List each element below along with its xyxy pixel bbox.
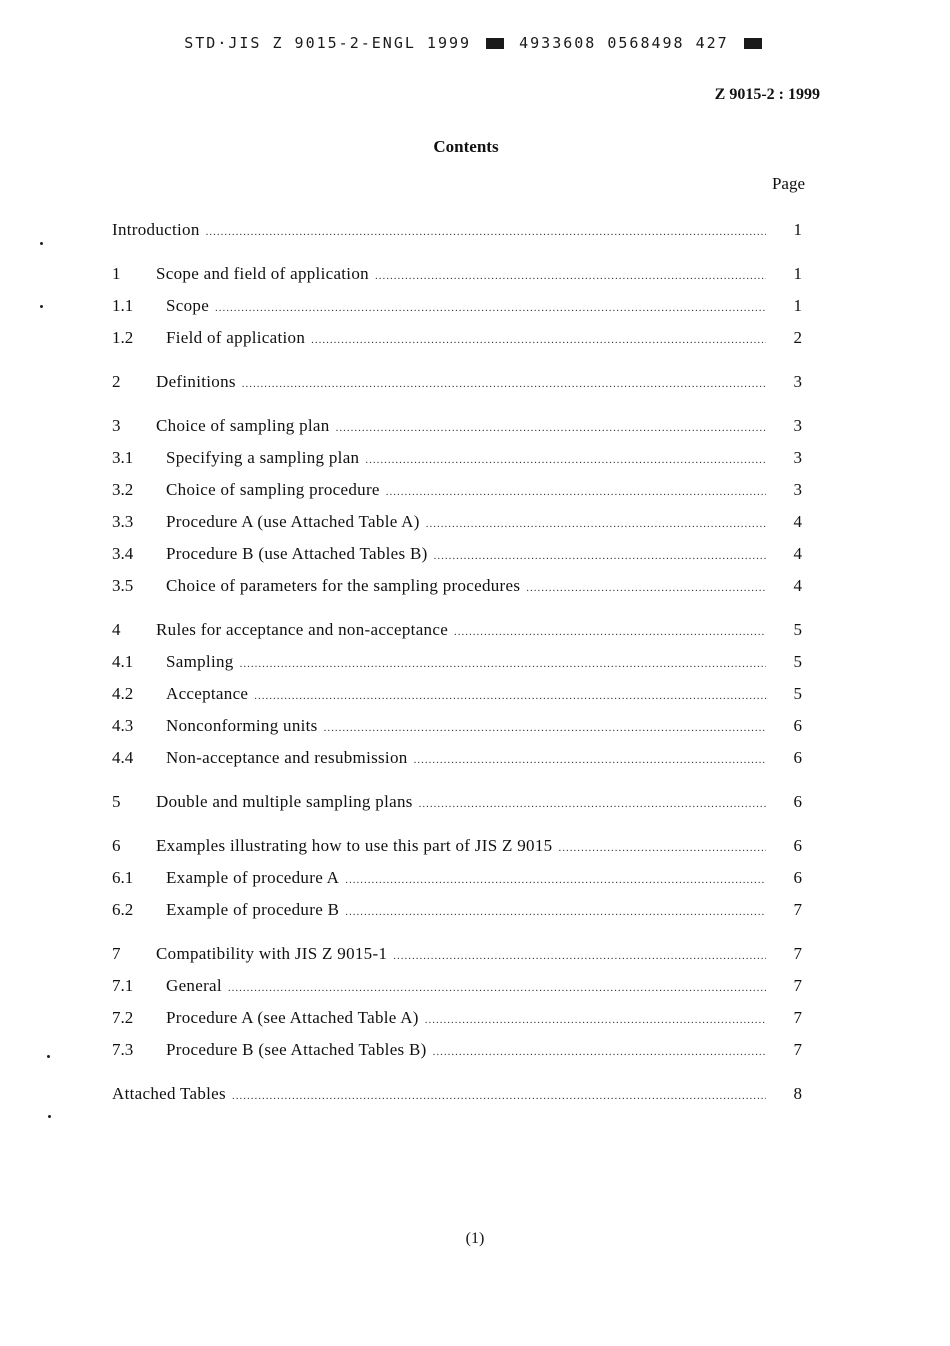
toc-entry[interactable] — [112, 742, 802, 774]
dot-leader — [426, 508, 766, 540]
toc-entry-page: 5 — [793, 652, 802, 671]
standard-number: Z 9015-2 : 1999 — [714, 86, 820, 103]
toc-entry[interactable] — [112, 1034, 802, 1066]
toc-entry[interactable] — [112, 214, 802, 246]
toc-entry[interactable] — [112, 474, 802, 506]
toc-entry-title: Example of procedure A — [166, 868, 340, 887]
redaction-block — [486, 38, 504, 49]
toc-entry[interactable] — [112, 678, 802, 710]
toc-entry[interactable] — [112, 894, 802, 926]
dot-leader — [254, 680, 766, 712]
dot-leader — [375, 260, 766, 292]
toc-entry-title: Sampling — [166, 652, 234, 671]
toc-entry-title: Rules for acceptance and non-acceptance — [156, 620, 449, 639]
toc-entry[interactable] — [112, 786, 802, 818]
toc-entry-page: 3 — [793, 416, 802, 435]
toc-entry-title: Scope and field of application — [156, 264, 369, 283]
toc-entry-page: 5 — [793, 620, 802, 639]
toc-entry-number: 3.3 — [112, 512, 134, 531]
dot-leader — [365, 444, 766, 476]
toc-entry-number: 7 — [112, 944, 121, 963]
toc-entry-page: 6 — [793, 748, 802, 767]
toc-entry-title: Double and multiple sampling plans — [156, 792, 413, 811]
toc-entry-title: Introduction — [112, 220, 200, 239]
toc-entry-title: Nonconforming units — [166, 716, 318, 735]
toc-entry-page: 1 — [793, 220, 802, 239]
toc-entry-title: Procedure A (see Attached Table A) — [166, 1008, 419, 1027]
toc-entry-number: 4.2 — [112, 684, 134, 703]
dot-leader — [526, 572, 766, 604]
toc-entry-title: Definitions — [156, 372, 236, 391]
toc-entry-page: 3 — [793, 448, 802, 467]
toc-entry-number: 3 — [112, 416, 121, 435]
scan-speck — [40, 305, 43, 308]
toc-entry-number: 1.1 — [112, 296, 134, 315]
toc-entry-number: 4.1 — [112, 652, 134, 671]
toc-entry-title: Example of procedure B — [166, 900, 340, 919]
toc-entry-page: 6 — [793, 716, 802, 735]
dot-leader — [425, 1004, 766, 1036]
toc-entry[interactable] — [112, 366, 802, 398]
toc-entry-number: 6.2 — [112, 900, 134, 919]
toc-entry-page: 6 — [793, 836, 802, 855]
toc-entry[interactable] — [112, 442, 802, 474]
toc-entry-number: 6 — [112, 836, 121, 855]
toc-entry-page: 2 — [793, 328, 802, 347]
dot-leader — [345, 896, 766, 928]
toc-entry[interactable] — [112, 830, 802, 862]
toc-entry[interactable] — [112, 538, 802, 570]
toc-entry-page: 7 — [793, 900, 802, 919]
toc-entry-number: 7.1 — [112, 976, 134, 995]
toc-entry-number: 4 — [112, 620, 121, 639]
toc-entry[interactable] — [112, 614, 802, 646]
redaction-block — [744, 38, 762, 49]
toc-entry[interactable] — [112, 410, 802, 442]
toc-entry-title: Procedure B (use Attached Tables B) — [166, 544, 428, 563]
toc-entry-page: 8 — [793, 1084, 802, 1103]
toc-entry-title: Specifying a sampling plan — [166, 448, 360, 467]
table-of-contents — [112, 214, 802, 1110]
scan-speck — [40, 242, 43, 245]
toc-entry-page: 7 — [793, 976, 802, 995]
toc-entry-title: Procedure A (use Attached Table A) — [166, 512, 420, 531]
dot-leader — [434, 540, 766, 572]
dot-leader — [240, 648, 766, 680]
dot-leader — [228, 972, 766, 1004]
toc-entry-title: Examples illustrating how to use this part of JIS Z 9015 — [156, 836, 553, 855]
toc-entry[interactable] — [112, 646, 802, 678]
toc-entry-title: Acceptance — [166, 684, 249, 703]
toc-entry-page: 4 — [793, 512, 802, 531]
toc-entry-title: Choice of sampling plan — [156, 416, 330, 435]
dot-leader — [386, 476, 766, 508]
toc-entry-title: Attached Tables — [112, 1084, 226, 1103]
toc-entry-title: General — [166, 976, 222, 995]
toc-entry[interactable] — [112, 322, 802, 354]
toc-entry-number: 7.3 — [112, 1040, 134, 1059]
toc-entry-page: 6 — [793, 868, 802, 887]
toc-entry[interactable] — [112, 258, 802, 290]
toc-entry-page: 1 — [793, 264, 802, 283]
toc-entry-number: 1.2 — [112, 328, 134, 347]
scan-header-middle: 4933608 0568498 427 — [519, 34, 729, 52]
toc-entry-page: 7 — [793, 1008, 802, 1027]
toc-entry-page: 5 — [793, 684, 802, 703]
toc-entry-title: Choice of parameters for the sampling procedures — [166, 576, 521, 595]
toc-entry-page: 3 — [793, 372, 802, 391]
toc-entry-number: 3.1 — [112, 448, 134, 467]
dot-leader — [345, 864, 766, 896]
toc-entry[interactable] — [112, 710, 802, 742]
toc-entry[interactable] — [112, 1002, 802, 1034]
toc-entry[interactable] — [112, 862, 802, 894]
scan-speck — [48, 1115, 51, 1118]
toc-entry-number: 7.2 — [112, 1008, 134, 1027]
dot-leader — [206, 216, 766, 248]
toc-entry[interactable] — [112, 970, 802, 1002]
dot-leader — [215, 292, 766, 324]
toc-entry-number: 2 — [112, 372, 121, 391]
toc-entry[interactable] — [112, 290, 802, 322]
toc-entry-number: 5 — [112, 792, 121, 811]
toc-entry-title: Field of application — [166, 328, 306, 347]
dot-leader — [419, 788, 766, 820]
dot-leader — [336, 412, 766, 444]
toc-entry-number: 3.2 — [112, 480, 134, 499]
page-column-label: Page — [771, 174, 805, 193]
scan-speck — [47, 1055, 50, 1058]
toc-entry-page: 1 — [793, 296, 802, 315]
dot-leader — [454, 616, 766, 648]
toc-entry-title: Compatibility with JIS Z 9015-1 — [156, 944, 388, 963]
dot-leader — [433, 1036, 766, 1068]
toc-entry-page: 4 — [793, 576, 802, 595]
toc-entry-number: 1 — [112, 264, 121, 283]
dot-leader — [414, 744, 766, 776]
toc-entry-title: Choice of sampling procedure — [166, 480, 380, 499]
page-title: Contents — [433, 137, 499, 156]
toc-entry-title: Scope — [166, 296, 210, 315]
dot-leader — [324, 712, 766, 744]
toc-entry-number: 4.3 — [112, 716, 134, 735]
toc-entry-page: 4 — [793, 544, 802, 563]
dot-leader — [242, 368, 766, 400]
dot-leader — [558, 832, 766, 864]
toc-entry-title: Procedure B (see Attached Tables B) — [166, 1040, 427, 1059]
dot-leader — [232, 1080, 766, 1112]
toc-entry[interactable] — [112, 506, 802, 538]
dot-leader — [311, 324, 766, 356]
toc-entry[interactable] — [112, 570, 802, 602]
scan-header-line — [0, 34, 950, 52]
toc-entry-number: 3.5 — [112, 576, 134, 595]
toc-entry-number: 3.4 — [112, 544, 134, 563]
toc-entry-page: 6 — [793, 792, 802, 811]
toc-entry-number: 6.1 — [112, 868, 134, 887]
toc-entry[interactable] — [112, 938, 802, 970]
toc-entry-page: 3 — [793, 480, 802, 499]
toc-entry-number: 4.4 — [112, 748, 134, 767]
toc-entry-title: Non-acceptance and resubmission — [166, 748, 408, 767]
toc-entry-page: 7 — [793, 944, 802, 963]
scan-header-left: STD·JIS Z 9015-2-ENGL 1999 — [184, 34, 472, 52]
toc-entry[interactable] — [112, 1078, 802, 1110]
dot-leader — [393, 940, 766, 972]
toc-entry-page: 7 — [793, 1040, 802, 1059]
page-number: (1) — [465, 1230, 485, 1247]
